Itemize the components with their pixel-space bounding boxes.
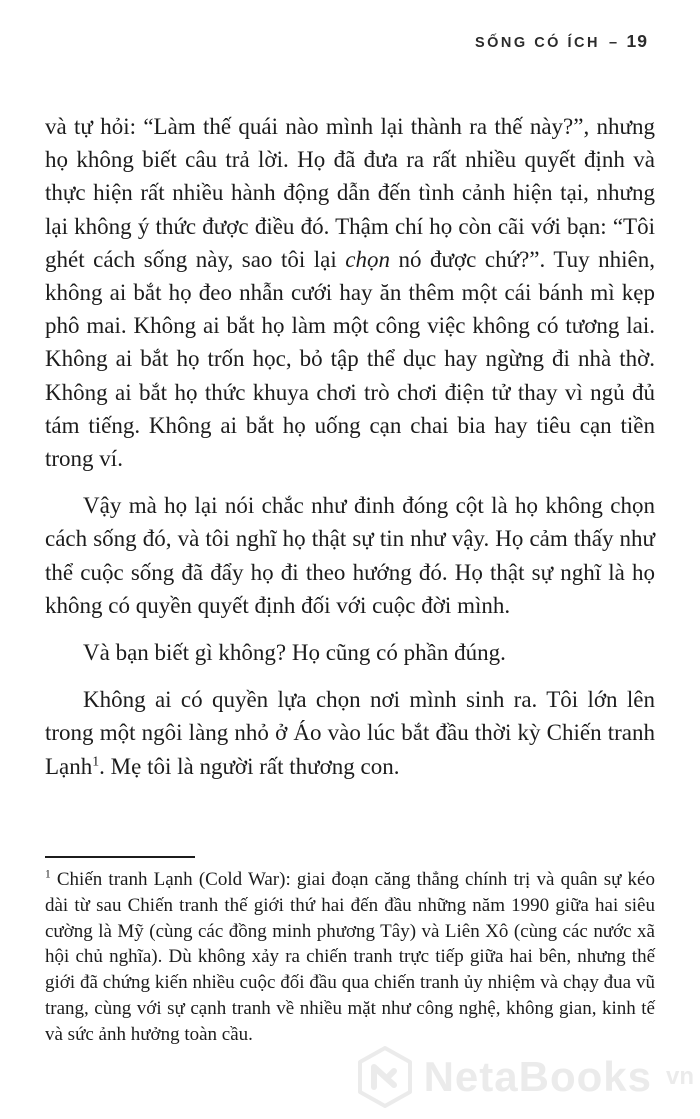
- footnote-area: [45, 856, 655, 1048]
- footnote-rule: [45, 856, 195, 858]
- body-paragraphs: [45, 110, 655, 797]
- footnote-text: [45, 867, 655, 1048]
- paragraph: [45, 110, 655, 475]
- text-run: . Mẹ tôi là người rất thương con.: [99, 753, 400, 779]
- page-number: 19: [626, 31, 648, 51]
- paragraph: [45, 636, 655, 669]
- paragraph: [45, 683, 655, 783]
- paragraph: [45, 489, 655, 622]
- running-header: [475, 31, 648, 52]
- text-run: Chiến tranh Lạnh (Cold War): giai đoạn căng thẳng chính trị và quân sự kéo dài từ sau Chiến tranh thế giới thứ hai đến đầu những năm 1990 giữa hai siêu cường là Mỹ (cùng các đồng minh phương Tây) và Liên Xô (cùng các nước xã hội chủ nghĩa). Dù không xảy ra chiến tranh trực tiếp giữa hai bên, nhưng thế giới đã chứng kiến nhiều cuộc đối đầu qua chiến tranh ủy nhiệm và chạy đua vũ trang, cùng với sự cạnh tranh về nhiều mặt như công nghệ, không gian, kinh tế và sức ảnh hưởng toàn cầu.: [45, 869, 655, 1045]
- header-dash: –: [608, 35, 620, 51]
- text-run: chọn: [345, 246, 390, 272]
- text-run: Không ai có quyền lựa chọn nơi mình sinh ra. Tôi lớn lên trong một ngôi làng nhỏ ở Áo vào lúc bắt đầu thời kỳ Chiến tranh Lạnh: [45, 687, 655, 779]
- watermark-tld: vn: [665, 1063, 694, 1090]
- running-title: SỐNG CÓ ÍCH: [474, 35, 600, 51]
- text-run: và tự hỏi: “Làm thế quái nào mình lại thành ra thế này?”, nhưng họ không biết câu trả lời. Họ đã đưa ra rất nhiều quyết định và thực hiện rất nhiều hành động dẫn đến tình cảnh hiện tại, nhưng lại không ý thức được điều đó. Thậm chí họ còn cãi với bạn: “Tôi ghét cách sống này, sao tôi lại: [45, 114, 655, 272]
- netabooks-watermark: [356, 1045, 694, 1109]
- watermark-brand: NetaBooks: [423, 1053, 652, 1100]
- footnote-marker: 1: [92, 753, 100, 768]
- footnote-marker: 1: [45, 868, 51, 881]
- text-run: nó được chứ?”. Tuy nhiên, không ai bắt họ đeo nhẫn cưới hay ăn thêm một cái bánh mì kẹp phô mai. Không ai bắt họ làm một công việc không có tương lai. Không ai bắt họ trốn học, bỏ tập thể dục hay ngừng đi nhà thờ. Không ai bắt họ thức khuya chơi trò chơi điện tử thay vì ngủ đủ tám tiếng. Không ai bắt họ uống cạn chai bia hay tiêu cạn tiền trong ví.: [45, 246, 655, 472]
- netabooks-hexagon-logo-icon: [356, 1045, 414, 1109]
- text-run: Và bạn biết gì không? Họ cũng có phần đúng.: [83, 640, 506, 666]
- text-run: Vậy mà họ lại nói chắc như đinh đóng cột là họ không chọn cách sống đó, và tôi nghĩ họ thật sự tin như vậy. Họ cảm thấy như thể cuộc sống đã đẩy họ đi theo hướng đó. Họ thật sự nghĩ là họ không có quyền quyết định đối với cuộc đời mình.: [45, 493, 655, 618]
